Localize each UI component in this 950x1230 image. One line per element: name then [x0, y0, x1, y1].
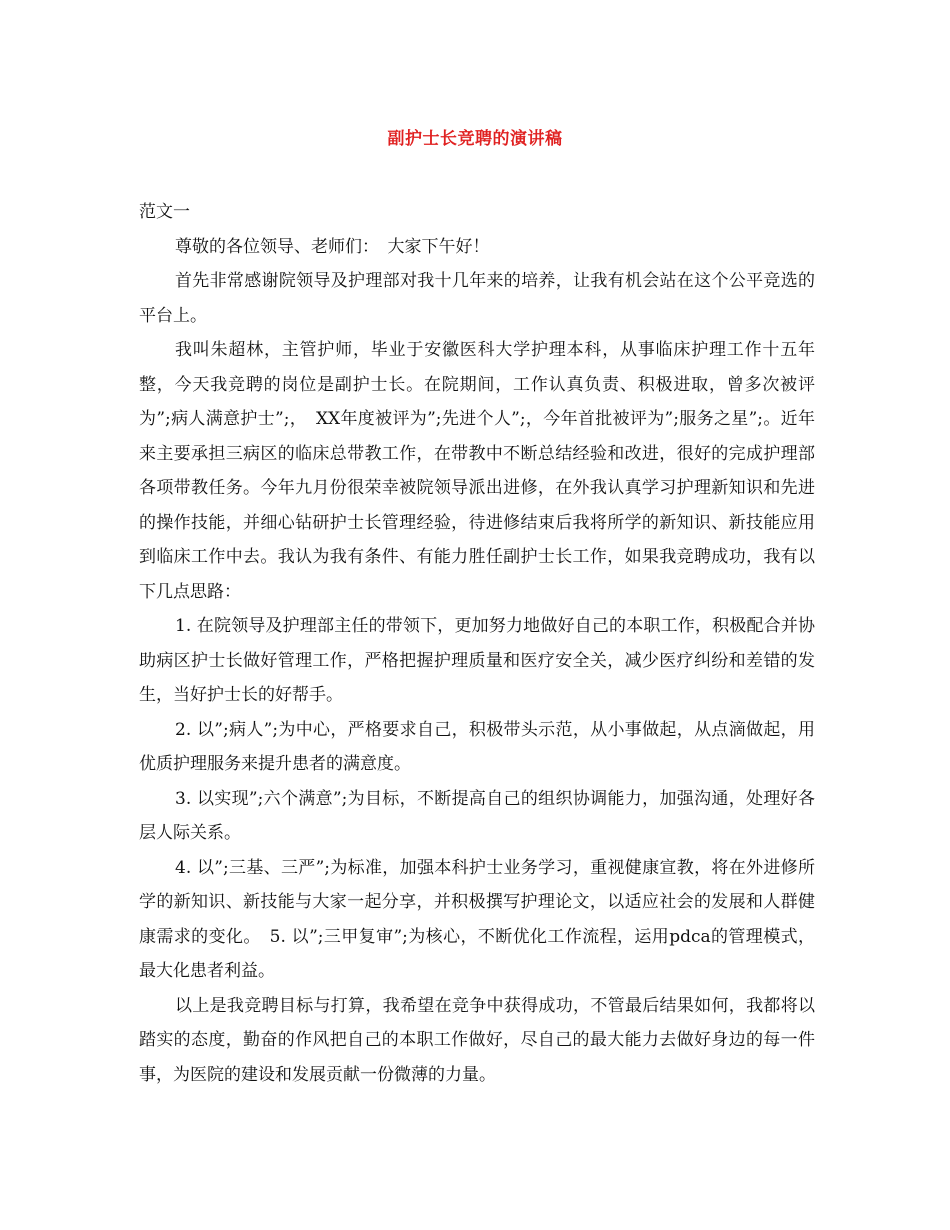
paragraph-thanks: 首先非常感谢院领导及护理部对我十几年来的培养，让我有机会站在这个公平竞选的平台上。 [139, 271, 815, 326]
document-body [139, 195, 815, 1092]
paragraph-introduction: 我叫朱超林，主管护师，毕业于安徽医科大学护理本科，从事临床护理工作十五年整，今天我竞聘的岗位是副护士长。在院期间，工作认真负责、积极进取，曾多次被评为”;病人满意护士”;， XX年度被评为”;先进个人”;，今年首批被评为”;服务之星”;。近年来主要承担三病区的临床总带教工作，在带教中不断总结经验和改进，很好的完成护理部各项带教任务。今年九月份很荣幸被院领导派出进修，在外我认真学习护理新知识和先进的操作技能，并细心钻研护士长管理经验，待进修结束后我将所学的新知识、新技能应用到临床工作中去。我认为我有条件、有能力胜任副护士长工作，如果我竞聘成功，我有以下几点思路： [139, 340, 815, 602]
paragraph-point-1: 1. 在院领导及护理部主任的带领下，更加努力地做好自己的本职工作，积极配合并协助病区护士长做好管理工作，严格把握护理质量和医疗安全关，减少医疗纠纷和差错的发生，当好护士长的好帮手。 [139, 616, 815, 705]
document-title: 副护士长竞聘的演讲稿 [387, 129, 563, 149]
paragraph-conclusion: 以上是我竞聘目标与打算，我希望在竞争中获得成功，不管最后结果如何，我都将以踏实的态度，勤奋的作风把自己的本职工作做好，尽自己的最大能力去做好身边的每一件事，为医院的建设和发展贡献一份微薄的力量。 [139, 995, 815, 1085]
paragraph-point-3: 3. 以实现”;六个满意”;为目标，不断提高自己的组织协调能力，加强沟通，处理好各层人际关系。 [139, 788, 815, 843]
paragraph-greeting: 尊敬的各位领导、老师们： 大家下午好！ [175, 236, 490, 257]
section-label: 范文一 [139, 202, 190, 222]
paragraph-point-2: 2. 以”;病人”;为中心，严格要求自己，积极带头示范，从小事做起，从点滴做起，用优质护理服务来提升患者的满意度。 [139, 719, 815, 774]
paragraph-point-4-5: 4. 以”;三基、三严”;为标准，加强本科护士业务学习，重视健康宣教，将在外进修所学的新知识、新技能与大家一起分享，并积极撰写护理论文，以适应社会的发展和人群健康需求的变化。 5. 以”;三甲复审”;为核心，不断优化工作流程，运用pdca的管理模式，最大化患者利益。 [139, 857, 815, 981]
